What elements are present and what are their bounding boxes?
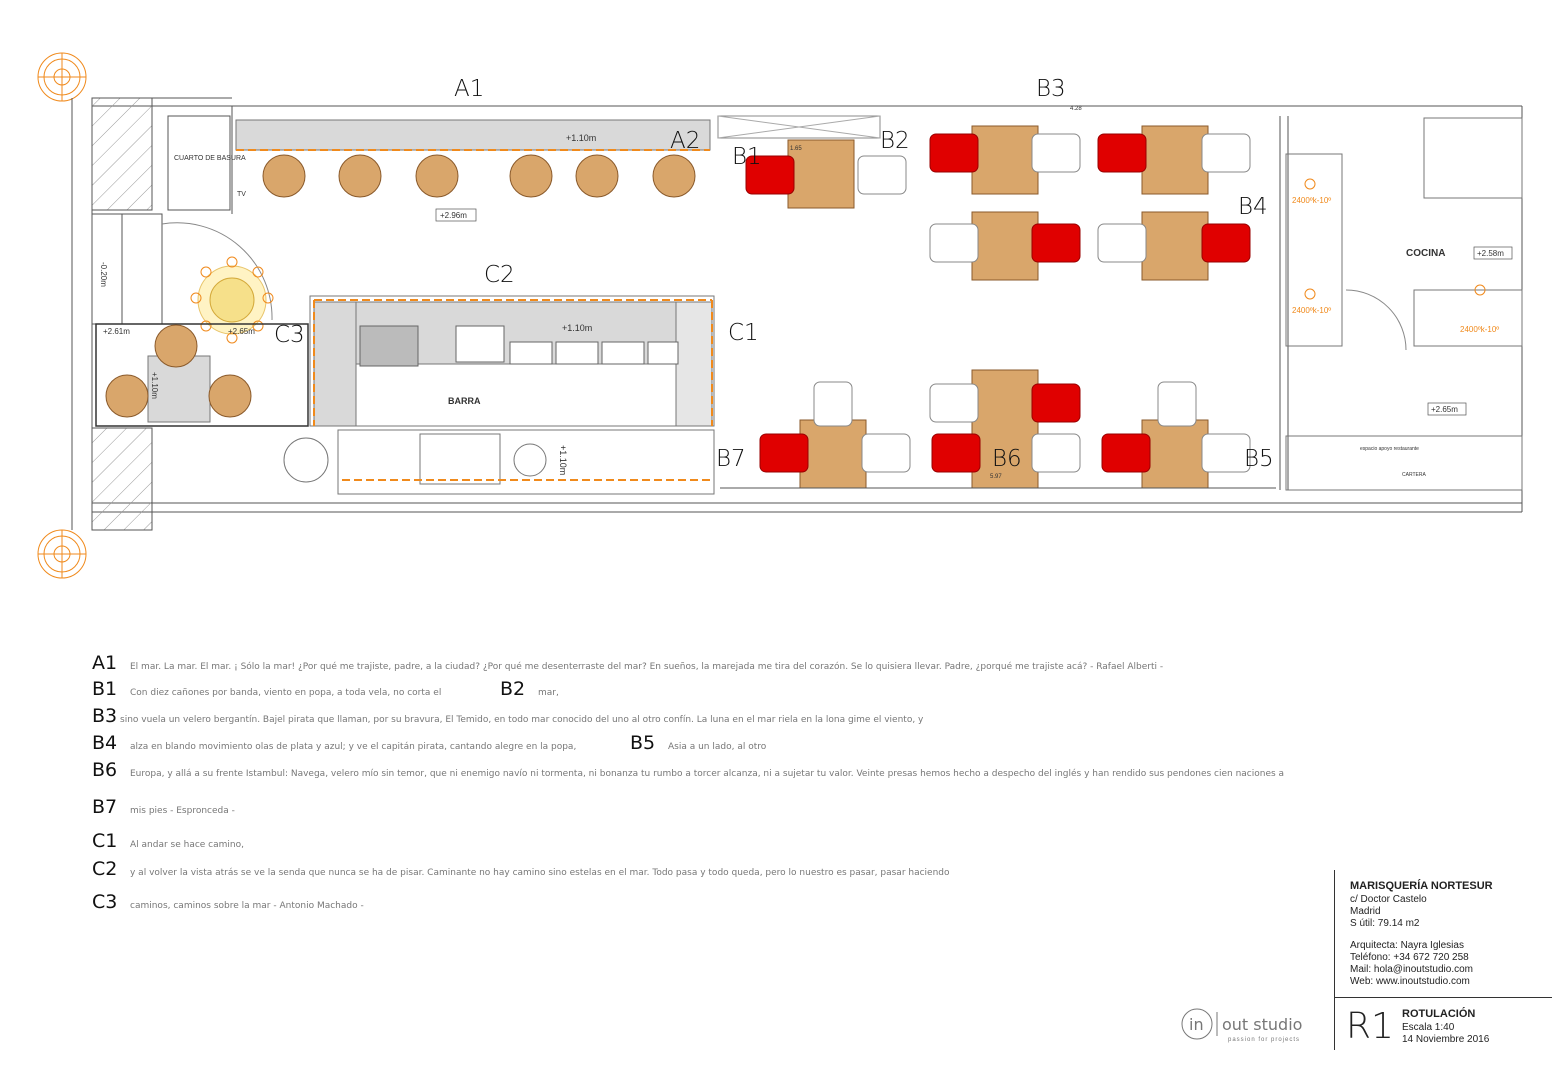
zone-c1: C1 [728, 320, 759, 346]
legend-code: B1 [92, 678, 118, 700]
legend-text: y al volver la vista atrás se ve la senda que nunca se ha de pisar. Caminante no hay camino sino estelas en el mar. Todo pasa y todo queda, pero lo nuestro es pasar, pasar haciendo [130, 868, 950, 878]
legend-code: B4 [92, 732, 118, 754]
tv-label: TV [237, 191, 246, 198]
b1-dimension: 1.65 [790, 146, 802, 152]
legend-text: mis pies - Espronceda - [130, 806, 235, 816]
project-area: S útil: 79.14 m2 [1350, 918, 1420, 929]
legend-row-a1 [92, 652, 1163, 674]
service-counter [1286, 436, 1522, 490]
sheet-number: R1 [1346, 1006, 1394, 1047]
b6-dimension: 5.97 [990, 474, 1002, 480]
legend-code: B3 [92, 705, 118, 727]
a1-counter [236, 120, 710, 150]
sheet-date: 14 Noviembre 2016 [1402, 1034, 1490, 1045]
kitchen-label: COCINA [1406, 248, 1446, 259]
legend-text: Con diez cañones por banda, viento en popa, a toda vela, no corta el [130, 688, 442, 698]
zone-c2: C2 [484, 262, 515, 288]
sheet-title: ROTULACIÓN [1402, 1008, 1476, 1020]
entrance-level: -0.20m [99, 262, 108, 287]
a1-stools [263, 155, 695, 197]
mail: Mail: hola@inoutstudio.com [1350, 964, 1473, 975]
column-marker-top [38, 53, 86, 101]
title-block-divider [1334, 997, 1552, 998]
legend-row-c2 [92, 858, 950, 880]
legend-row-b7 [92, 796, 235, 818]
legend-row-b4 [92, 732, 766, 754]
studio-logo [1180, 1008, 1330, 1049]
legend-row-c1 [92, 830, 244, 852]
left-room-level: +2.61m [103, 327, 130, 336]
legend-code: B2 [500, 678, 526, 700]
zone-b7: B7 [716, 446, 746, 472]
project-name: MARISQUERÍA NORTESUR [1350, 880, 1493, 892]
logo-in: in [1189, 1015, 1204, 1034]
architect: Arquitecta: Nayra Iglesias [1350, 940, 1464, 951]
kitchen-light-1: 2400ºk-10º [1292, 196, 1332, 205]
service-label: espacio apoyo restaurante [1360, 446, 1419, 452]
legend-code: A1 [92, 652, 118, 674]
legend-row-c3 [92, 891, 364, 913]
legend-code: B5 [630, 732, 656, 754]
kitchen-light-2: 2400ºk-10º [1292, 306, 1332, 315]
bar-label: BARRA [448, 396, 481, 406]
zone-b3: B3 [1036, 76, 1066, 102]
back-bar [338, 430, 714, 494]
kitchen-light-icons [1305, 179, 1485, 299]
logo-name: out studio [1222, 1015, 1303, 1034]
bar-level: +1.10m [562, 323, 593, 333]
chandelier-level: +2.65m [228, 327, 255, 336]
trash-room [168, 116, 230, 210]
main-floor-level: +2.96m [440, 211, 467, 220]
zone-b1: B1 [732, 144, 762, 170]
a1-level: +1.10m [566, 133, 597, 143]
web: Web: www.inoutstudio.com [1350, 976, 1470, 987]
zone-b6: B6 [992, 446, 1022, 472]
round-table-level: +1.10m [150, 372, 159, 399]
cartera-label: CARTERA [1402, 472, 1426, 478]
b3-dimension: 4.28 [1070, 106, 1082, 112]
kitchen-level: +2.58m [1477, 249, 1504, 258]
legend-text: alza en blando movimiento olas de plata y azul; y ve el capitán pirata, cantando alegre en la popa, [130, 742, 577, 752]
legend-code: C3 [92, 891, 118, 913]
logo-tagline: passion for projects [1228, 1037, 1301, 1043]
kitchen-island [1414, 290, 1522, 346]
legend-text: El mar. La mar. El mar. ¡ Sólo la mar! ¿Por qué me trajiste, padre, a la ciudad? ¿Por qué me desenterraste del mar? En sueños, la marejada me tira del corazón. Se lo quisiera llevar. Padre, ¿porqué me trajiste acá? - Rafael Alberti - [130, 662, 1164, 672]
legend-code: B7 [92, 796, 118, 818]
sheet-scale: Escala 1:40 [1402, 1022, 1455, 1033]
hatched-wall-bottom [92, 428, 152, 530]
zone-b2: B2 [880, 128, 910, 154]
legend-text: sino vuela un velero bergantín. Bajel pirata que llaman, por su bravura, El Temido, en todo mar conocido del uno al otro confín. La luna en el mar riela en la lona gime el viento, y [120, 715, 924, 725]
legend-row-b1 [92, 678, 559, 700]
legend-code: B6 [92, 759, 118, 781]
legend-row-b6 [92, 759, 1284, 781]
zone-b4: B4 [1238, 194, 1268, 220]
hatched-wall-top [92, 98, 152, 210]
back-bar-level: +1.10m [558, 445, 568, 476]
legend-row-b3 [92, 705, 923, 727]
legend-text: Al andar se hace camino, [130, 840, 244, 850]
legend-text: mar, [538, 688, 559, 698]
legend-text: Asia a un lado, al otro [668, 742, 767, 752]
kitchen-left-counter [1286, 154, 1342, 346]
zone-b5: B5 [1244, 446, 1274, 472]
logo-mark [1180, 1008, 1330, 1044]
legend-code: C1 [92, 830, 118, 852]
legend-text: Europa, y allá a su frente Istambul: Navega, velero mío sin temor, que ni enemigo navío ni tormenta, ni bonanza tu rumbo a torcer alcanza, ni a sujetar tu valor. Veinte presas hemos hecho a despecho del inglés y han rendido sus pendones cien naciones a [130, 769, 1285, 779]
kitchen-light-3: 2400ºk-10º [1460, 325, 1500, 334]
legend-code: C2 [92, 858, 118, 880]
project-city: Madrid [1350, 906, 1381, 917]
zone-a2: A2 [670, 128, 701, 154]
service-level: +2.65m [1431, 405, 1458, 414]
kitchen-top-counter [1424, 118, 1522, 198]
zone-a1: A1 [454, 76, 485, 102]
project-address: c/ Doctor Castelo [1350, 894, 1427, 905]
legend-text: caminos, caminos sobre la mar - Antonio Machado - [130, 901, 364, 911]
column-marker-bottom [38, 530, 86, 578]
phone: Teléfono: +34 672 720 258 [1350, 952, 1469, 963]
zone-c3: C3 [274, 322, 305, 348]
trash-room-label: CUARTO DE BASURA [174, 155, 246, 162]
